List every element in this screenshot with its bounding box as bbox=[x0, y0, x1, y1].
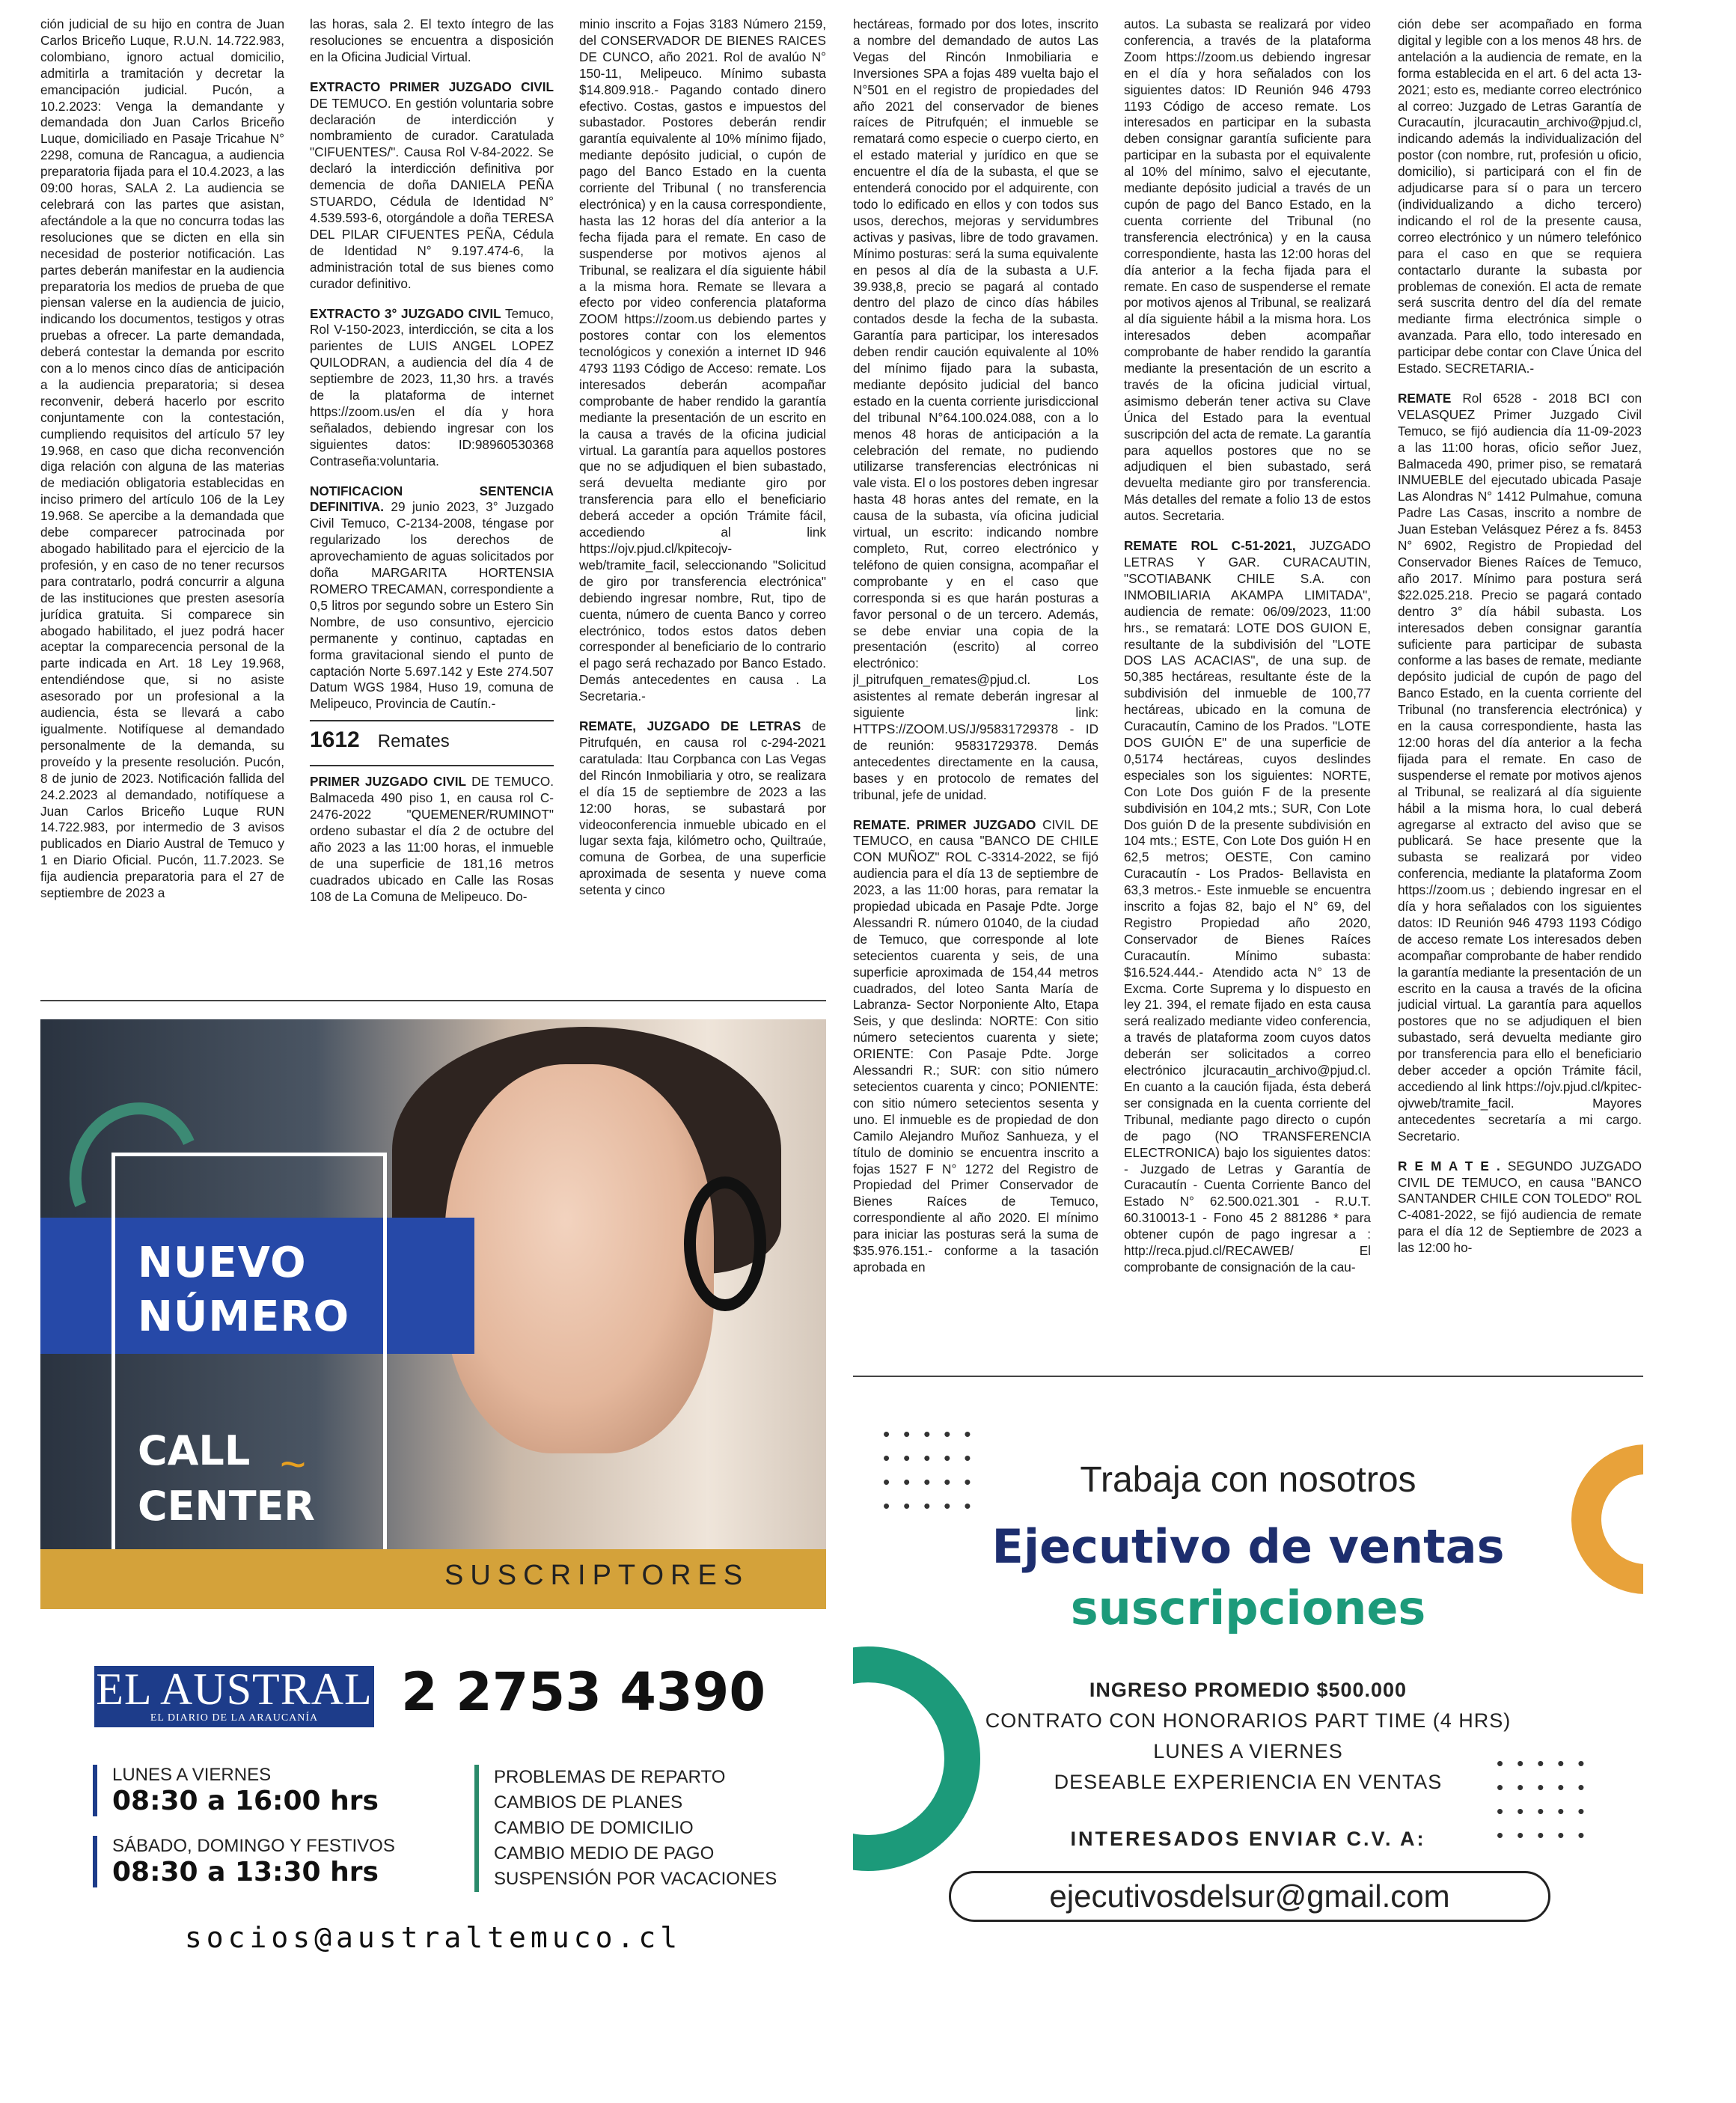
job-detail-experience: DESEABLE EXPERIENCIA EN VENTAS bbox=[1054, 1771, 1443, 1793]
column-6 bbox=[1398, 16, 1642, 1364]
headline bbox=[138, 1236, 349, 1344]
notice-paragraph bbox=[310, 16, 554, 66]
notice-paragraph bbox=[310, 483, 554, 713]
operator-face bbox=[444, 1064, 714, 1453]
logo-text: EL AUSTRAL bbox=[96, 1664, 373, 1714]
notice-heading: REMATE. PRIMER JUZGADO bbox=[853, 817, 1036, 832]
hours-time: 08:30 a 16:00 hrs bbox=[112, 1786, 379, 1816]
logo-tagline: EL DIARIO DE LA ARAUCANÍA bbox=[150, 1712, 319, 1724]
dot-pattern-bottom-right: ••••• ••••• ••••• ••••• bbox=[1497, 1752, 1598, 1846]
notice-heading: REMATE bbox=[1398, 390, 1452, 406]
wave-icon: ~ bbox=[280, 1439, 307, 1489]
job-title: Ejecutivo de ventas bbox=[991, 1519, 1505, 1574]
contact-email[interactable]: socios@australtemuco.cl bbox=[184, 1921, 682, 1954]
call-center-ad bbox=[40, 1019, 826, 1988]
notice-body: las horas, sala 2. El texto íntegro de las resoluciones se encuentra a disposición en la Oficina Judicial Virtual. bbox=[310, 16, 554, 64]
notice-body: 29 junio 2023, 3° Juzgado Civil Temuco, C-2134-2008, téngase por regularizado los derechos de aprovechamiento de aguas solicitados por doña MARGARITA HORTENSIA ROMERO TRECAMAN, correspondiente a 0,5 litros por segundo sobre un Estero Sin Nombre, de uso consuntivo, ejercicio permanente y continuo, captadas en forma gravitacional siendo el punto de captación Norte 5.697.142 y Este 274.507 Datum WGS 1984, Huso 19, comuna de Melipeuco, Provincia de Cautín.- bbox=[310, 499, 554, 712]
section-label: Remates bbox=[377, 731, 450, 752]
job-detail-contract: CONTRATO CON HONORARIOS PART TIME (4 HRS) bbox=[985, 1709, 1512, 1732]
hours-weekdays bbox=[93, 1765, 482, 1816]
notice-heading: EXTRACTO PRIMER JUZGADO CIVIL bbox=[310, 79, 554, 94]
notice-body: minio inscrito a Fojas 3183 Número 2159, del CONSERVADOR DE BIENES RAICES DE CUNCO, año 2021. Rol de avalúo N° 150-11, Melipeuco. Mínimo subasta $14.809.918.- Pagando contado dinero efectivo. Costas, gastos e impuestos del subastador. Postores deberán rendir garantía equivalente al 10% mínimo fijado, mediante depósito judicial, o cupón de pago del Banco Estado en la cuenta corriente del Tribunal ( no transferencia electrónica) y en la causa correspondiente, hasta las 12 horas del día anterior a la fecha fijada para el remate. En caso de suspenderse por motivos ajenos al Tribunal, se realizara el día siguiente hábil a la misma hora. Remate se llevara a efecto por video conferencia plataforma ZOOM https://zoom.us debiendo partes y postores contar con los elementos tecnológicos y conexión a internet ID 946 4793 1193 Código de Acceso: remate. Los interesados deberán acompañar comprobante de haber rendido la garantía mediante la presentación de un escrito en la causa a través de la oficina judicial virtual. La garantía para aquellos postores que no se adjudiquen el bien subastado, será devuelta mediante giro por transferencia para ello el beneficiario deberá acceder a opción Trámite fácil, accediendo al link https://ojv.pjud.cl/kpitecojv- web/tramite_facil, seleccionando "Solicitud de giro por transferencia electrónica" debiendo ingresar nombre, Rut, tipo de cuenta, número de cuenta Banco y correo electrónico, todos estos datos deben corresponder al beneficiario de lo contrario el pago será rechazado por Banco Estado. Demás antecedentes en causa . La Secretaria.- bbox=[579, 16, 826, 704]
notice-body: Rol 6528 - 2018 BCI con VELASQUEZ Primer Juzgado Civil Temuco, se fijó audiencia día 11-09-2023 a las 11:00 horas, oficio señor Juez, Balmaceda 490, primer piso, se rematará INMUEBLE del ejecutado ubicada Pasaje Las Alondras N° 1412 Pulmahue, comuna Padre Las Casas, inscrito a nombre de Juan Esteban Velásquez Pérez a fs. 8453 N° 6902, Registro de Propiedad del Conservador Bienes Raíces de Temuco, año 2017. Mínimo para postura será $22.025.218. Precio se pagará contado dentro 3° día hábil subasta. Los interesados deben consignar garantía suficiente para participar de subasta conforme a las bases de remate, mediante depósito judicial de cupón de pago del Banco Estado, en la cuenta corriente del Tribunal (no transferencia electrónica) y en la causa correspondiente, hasta las 12:00 horas del día anterior a la fecha fijada para el remate. En caso de suspenderse el remate por motivos ajenos al Tribunal, se realizará al día siguiente hábil a la misma hora, lo cual deberá agregarse al extracto del aviso que se publicará. Se hace presente que la subasta se realizará por video conferencia, mediante la plataforma Zoom https://zoom.us ; debiendo ingresar en el día y hora señalados con los siguientes datos: ID Reunión 946 4793 1193 Código de acceso remate Los interesados deben acompañar comprobante de haber rendido la garantía mediante la presentación de un escrito en la causa a través de la oficina judicial virtual. La garantía para aquellos postores que no se adjudiquen el bien subastado, será devuelta mediante giro por transferencia para ello el beneficiario deber acceder a opción Trámite fácil, accediendo al link https://ojv.pjud.cl/kpitec-ojvweb/tramite_facil. Mayores antecedentes secretaría a mi cargo. Secretario. bbox=[1398, 390, 1642, 1144]
job-subtitle: suscripciones bbox=[1070, 1581, 1426, 1635]
issues-list bbox=[474, 1765, 777, 1892]
issue-item: PROBLEMAS DE REPARTO bbox=[494, 1767, 726, 1787]
notice-paragraph bbox=[1398, 16, 1642, 377]
hours-days: SÁBADO, DOMINGO Y FESTIVOS bbox=[112, 1836, 395, 1856]
notice-body: Temuco, Rol V-150-2023, interdicción, se cita a los parientes de LUIS ANGEL LOPEZ QUILODRAN, a audiencia del día 4 de septiembre de 2023, 11,30 hrs. a través de la plataforma de internet https://zoom.us/en el día y hora señalados, debiendo ingresar con los siguientes datos: ID:98960530368 Contraseña:voluntaria. bbox=[310, 305, 554, 468]
job-details bbox=[853, 1675, 1643, 1798]
headline-line-2: NÚMERO bbox=[138, 1292, 350, 1341]
notice-paragraph bbox=[1124, 16, 1371, 525]
el-austral-logo bbox=[94, 1666, 374, 1727]
job-detail-income: INGRESO PROMEDIO $500.000 bbox=[1089, 1679, 1408, 1701]
call-center-line-2: CENTER bbox=[138, 1483, 316, 1530]
cta-text: INTERESADOS ENVIAR C.V. A: bbox=[1070, 1828, 1426, 1850]
column-4 bbox=[853, 16, 1098, 1364]
notice-body: DE TEMUCO. En gestión voluntaria sobre declaración de interdicción y nombramiento de curador. Caratulada "CIFUENTES/". Causa Rol V-84-2022. Se declaró la interdicción definitiva por demencia de doña DANIELA PEÑA STUARDO, Cédula de Identidad N° 4.539.593-6, otorgándole a doña TERESA DEL PILAR CIFUENTES PEÑA, Cédula de Identidad N° 9.197.474-6, la administración total de sus bienes como curador definitivo. bbox=[310, 95, 554, 291]
notice-body: ción debe ser acompañado en forma digital y legible con a los menos 48 hrs. de antelación a la audiencia de remate, en la forma establecida en el art. 6 del acta 13-2021; esto es, mediante correo electrónico al correo: Juzgado de Letras Garantía de Curacautín, jlcuracautin_archivo@pjud.cl, indicando además la individualización del postor (con nombre, rut, profesión u oficio, domicilio), si participará con el fin de adjudicarse para sí o para un tercero (individualizando a dicho tercero) indicando el rol de la presente causa, correo electrónico y un número telefónico para el caso en que se requiera contactarlo durante la subasta por problemas de conexión. El acta de remate será suscrita dentro del día del remate mediante firma electrónica simple o avanzada. Para ello, todo interesado en participar debe contar con Clave Única del Estado. SECRETARIA.- bbox=[1398, 16, 1642, 376]
notice-heading: NOTIFICACION SENTENCIA DEFINITIVA. bbox=[310, 483, 554, 515]
section-rule bbox=[310, 720, 554, 721]
notice-body: CIVIL DE TEMUCO, en causa "BANCO DE CHILE CON MUÑOZ" ROL C-3314-2022, se fijó audiencia para el día 13 de septiembre de 2023, a las 11:00 horas, para rematar la propiedad ubicada en Pasaje Pdte. Jorge Alessandri R. número 01040, de la ciudad de Temuco, que corresponde al lote setecientos cuarenta y seis, de una superficie aproximada de 154,44 metros cuadrados, del loteo Santa María de Labranza- Sector Norponiente Alto, Etapa Seis, y que deslinda: NORTE: Con sitio número setecientos cuarenta y siete; ORIENTE: Con Pasaje Pdte. Jorge Alessandri R.; SUR: con sitio número setecientos cuarenta y cinco; PONIENTE: con sitio número setecientos sesenta y uno. El inmueble es de propiedad de don Camilo Alejandro Muñoz Sanhueza, y el título de dominio se encuentra inscrito a fojas 1527 F N° 1272 del Registro de Propiedad del Primer Conservador de Bienes Raíces de Temuco, correspondiente al año 2020. El mínimo para iniciar las posturas será la suma de $35.976.151.- conforme a la tasación aprobada en bbox=[853, 817, 1098, 1275]
column-2 bbox=[310, 16, 554, 989]
notice-paragraph bbox=[853, 16, 1098, 804]
section-rule bbox=[310, 765, 554, 766]
notice-paragraph bbox=[579, 16, 826, 705]
issue-item: CAMBIO DE DOMICILIO bbox=[494, 1818, 694, 1838]
notice-heading: EXTRACTO 3° JUZGADO CIVIL bbox=[310, 305, 501, 321]
notice-body: hectáreas, formado por dos lotes, inscrito a nombre del demandado de autos Las Vegas del Rincón Inmobiliaria e Inversiones SPA a fojas 489 vuelta bajo el N°501 en el registro de propiedades del año 2021 del conservador de bienes raíces de Pitrufquén; el inmueble se rematará como especie o cuerpo cierto, en el estado material y jurídico en que se encuentre el día de la subasta, el que se entenderá conocido por el adquirente, con todo lo edificado en ellos y con todos sus usos, derechos, mejoras y servidumbres activas y pasivas, libre de todo gravamen. Mínimo posturas: será la suma equivalente en pesos al día de la subasta a U.F. 39.938,8, precio se pagará al contado dentro del plazo de cinco días hábiles contados desde la fecha de la subasta. Garantía para participar, los interesados deben rendir caución equivalente al 10% del mínimo fijado para la subasta, mediante depósito judicial del banco estado en la cuenta corriente jurisdiccional del tribunal N°64.100.024.088, con a lo menos 48 horas de anticipación a la celebración del remate, no pudiendo utilizarse transferencias electrónicas ni vale vista. El o los postores deben ingresar hasta 48 horas antes del remate, en la causa de la subasta, vía oficina judicial virtual, un escrito: indicando nombre completo, Rut, correo electrónico y teléfono de quien consigna, acompañar el comprobante y en el caso que corresponda si es que harán posturas a favor personal o de un tercero. Además, se debe enviar una copia de la presentación (escrito) al correo electrónico: jl_pitrufquen_remates@pjud.cl. Los asistentes al remate deberán ingresar al siguiente link: HTTPS://ZOOM.US/J/95831729378 - ID de reunión: 95831729378. Demás antecedentes directamente en la causa, bases y en protocolo de remates del tribunal, jefe de unidad. bbox=[853, 16, 1098, 802]
notice-heading: PRIMER JUZGADO CIVIL bbox=[310, 774, 466, 790]
notice-body: de Pitrufquén, en causa rol c-294-2021 caratulada: Itau Corpbanca con Las Vegas del Rincón Inmobiliaria y otro, se realizara el día 15 de septiembre de 2023 a las 12:00 horas, se subastará por videoconferencia inmueble ubicado en el lugar sexta faja, kilómetro ocho, Quiltraúe, comuna de Gorbea, de una superficie aproximada de sesenta y nueve coma setenta y cinco bbox=[579, 718, 826, 898]
section-tag bbox=[310, 727, 554, 753]
white-frame bbox=[111, 1153, 387, 1609]
section-number: 1612 bbox=[310, 727, 360, 753]
opening-hours bbox=[93, 1765, 482, 1907]
headline-line-1: NUEVO bbox=[138, 1239, 307, 1287]
notice-body: DE TEMUCO. Balmaceda 490 piso 1, en causa rol C-2476-2022 "QUEMENER/RUMINOT" ordeno subastar el día 2 de octubre del año 2023 a las 11:00 horas, el inmueble de una superficie de 181,16 metros cuadrados ubicado en Calle las Rosas 108 de La Comuna de Melipeuco. Do- bbox=[310, 774, 554, 904]
notice-paragraph bbox=[579, 718, 826, 899]
notice-body: ción judicial de su hijo en contra de Juan Carlos Briceño Luque, R.U.N. 14.722.983, colombiano, ignoro actual domicilio, admitirla a tramitación y decretar la emancipación judicial. Pucón, a 10.2.2023: Venga la demandante y demandada don Juan Carlos Briceño Luque, domiciliado en Pasaje Tricahue N° 2298, comuna de Rancagua, a audiencia preparatoria fijada para el 10.4.2023, a las 09:00 horas, SALA 2. La audiencia se celebrará con las partes que asistan, afectándole a la que no concurra todas las resoluciones que se dicten en ella sin necesidad de posterior notificación. Las partes deberán manifestar en la audiencia preparatoria los medios de prueba de que piensan valerse en la audiencia de juicio, indicando los documentos, testigos y otras pruebas a ofrecer. La parte demandada, deberá contestar la demanda por escrito con a lo menos cinco días de anticipación a la audiencia preparatoria; si desea reconvenir, deberá hacerlo por escrito conjuntamente con la contestación, cumpliendo requisitos del artículo 57 ley 19.968, en caso que dicha reconvención diga relación con alguna de las materias de mediación obligatoria establecidas en inciso primero del artículo 106 de la Ley 19.968. Se apercibe a la demandada que debe comparecer patrocinada por abogado habilitado para el ejercicio de la profesión, y en caso de no tener recursos para contratarlo, podrá concurrir a alguna de las instituciones que presten asesoría jurídica gratuita. Si comparece sin abogado habilitado, el juez podrá hacer aceptar la comparecencia personal de la parte indicada en Art. 18 Ley 19.968, entendiéndose que, si no asiste asesorado por un profesional a la audiencia, ésta se llevará a cabo igualmente. Notifíquese al demandado personalmente de la demanda, su proveído y la presente resolución. Pucón, 8 de junio de 2023. Notificación fallida del 24.2.2023 al demandado, notifíquese a Juan Carlos Briceño Luque RUN 14.722.983, por intermedio de 3 avisos publicados en Diario Austral de Temuco y 1 en Diario Oficial. Pucón, 11.7.2023. Se fija audiencia preparatoria para el 27 de septiembre de 2023 a bbox=[40, 16, 284, 901]
notice-paragraph bbox=[40, 16, 284, 902]
hours-weekend bbox=[93, 1836, 482, 1887]
job-detail-days: LUNES A VIERNES bbox=[1153, 1740, 1343, 1762]
notice-paragraph bbox=[310, 79, 554, 293]
hours-days: LUNES A VIERNES bbox=[112, 1765, 272, 1785]
section-divider bbox=[40, 1000, 826, 1001]
notice-paragraph bbox=[853, 817, 1098, 1276]
notice-paragraph bbox=[1398, 1159, 1642, 1257]
section-divider-right bbox=[853, 1376, 1643, 1377]
column-5 bbox=[1124, 16, 1371, 1364]
notice-heading: REMATE ROL C-51-2021, bbox=[1124, 538, 1296, 554]
job-email[interactable]: ejecutivosdelsur@gmail.com bbox=[949, 1871, 1550, 1922]
phone-number[interactable]: 2 2753 4390 bbox=[401, 1661, 766, 1723]
hours-time: 08:30 a 13:30 hrs bbox=[112, 1857, 379, 1887]
headset-icon bbox=[684, 1176, 766, 1311]
notice-heading: REMATE, JUZGADO DE LETRAS bbox=[579, 718, 801, 734]
column-3 bbox=[579, 16, 826, 989]
notice-paragraph bbox=[1398, 391, 1642, 1145]
issue-item: SUSPENSIÓN POR VACACIONES bbox=[494, 1869, 777, 1889]
intro-text: Trabaja con nosotros bbox=[1080, 1460, 1416, 1500]
issue-item: CAMBIO MEDIO DE PAGO bbox=[494, 1843, 715, 1864]
column-1 bbox=[40, 16, 284, 989]
notice-body: JUZGADO LETRAS Y GAR. CURACAUTIN, "SCOTIABANK CHILE S.A. con INMOBILIARIA AKAMPA LIMITADA", audiencia de remate: 06/09/2023, 11:00 hrs., se rematará: LOTE DOS GUION E, resultante de la subdivisión del "LOTE DOS LAS ACACIAS", de una sup. de 50,385 hectáreas, resultante éste de la subdivisión del inmueble de 100,77 hectáreas, ubicado en la comuna de Curacautín, Camino de los Prados. "LOTE DOS GUIÓN E" de una superficie de 0,5174 hectáreas, cuyos deslindes especiales son los siguientes: NORTE, Con Lote Dos guión F de la presente subdivisión en 104,2 mts.; SUR, Con Lote Dos guión D de la presente subdivisión en 104 mts.; ESTE, Con Lote Dos guión H en 62,5 metros; OESTE, Con camino Curacautín - Los Prados- Bellavista en 63,3 metros.- Este inmueble se encuentra inscrito a fojas 82, bajo el N° 69, del Registro Propiedad año 2020, Conservador de Bienes Raíces Curacautín. Mínimo subasta: $16.524.444.- Atendido acta N° 13 de Excma. Corte Suprema y lo dispuesto en ley 21. 394, el remate fijado en esta causa será realizado mediante video conferencia, a través de plataforma zoom cuyos datos deberán ser solicitados a correo electrónico jlcuracautin_archivo@pjud.cl. En cuanto a la caución fijada, ésta deberá ser consignada en la cuenta corriente del Tribunal, mediante pago directo o cupón de pago (NO TRANSFERENCIA ELECTRONICA) bajo los siguientes datos: - Juzgado de Letras y Garantía de Curacautín - Cuenta Corriente Banco del Estado N° 62.500.021.301 - R.U.T. 60.310013-1 - Fono 45 2 881286 * para obtener cupón de pago ingresar a : http://reca.pjud.cl/RECAWEB/ El comprobante de consignación de la cau- bbox=[1124, 538, 1371, 1275]
dot-pattern-top-left: ••••• ••••• ••••• ••••• bbox=[883, 1423, 985, 1517]
notice-paragraph bbox=[1124, 538, 1371, 1276]
notice-body: autos. La subasta se realizará por video conferencia, a través de la plataforma Zoom https://zoom.us debiendo ingresar en el día y hora señalados con los siguientes datos: ID Reunión 946 4793 1193 Código de acceso remate. Los interesados en participar en la subasta deben consignar garantía suficiente para participar en la subasta por el equivalente al 10% del mínimo, salvo el ejecutante, mediante depósito judicial a través de un cupón de pago del Banco Estado, en la cuenta corriente del Tribunal (no transferencia electrónica) y en la causa correspondiente, hasta las 12:00 horas del día anterior a la fecha fijada para el remate. En caso de suspenderse el remate por motivos ajenos al Tribunal, se realizará al día siguiente hábil a la misma hora. Los interesados deben acompañar comprobante de haber rendido la garantía mediante la presentación de un escrito a través de la oficina judicial virtual, asimismo deberán tener activa su Clave Única del Estado para la eventual suscripción del acta de remate. La garantía para aquellos postores que no se adjudiquen el bien subastado, será devuelta mediante giro por transferencia. Más detalles del remate a folio 13 de estos autos. Secretaria. bbox=[1124, 16, 1371, 524]
issue-item: CAMBIOS DE PLANES bbox=[494, 1792, 683, 1813]
notice-heading: R E M A T E . bbox=[1398, 1158, 1500, 1173]
call-center-line-1: CALL bbox=[138, 1427, 251, 1474]
notice-paragraph bbox=[310, 774, 554, 905]
notice-body: SEGUNDO JUZGADO CIVIL DE TEMUCO, en causa "BANCO SANTANDER CHILE CON TOLEDO" ROL C-4081-2022, se fijó audiencia de remate para el día 12 de Septiembre de 2023 a las 12:00 ho- bbox=[1398, 1158, 1642, 1256]
subscribers-label: SUSCRIPTORES bbox=[444, 1560, 750, 1591]
notice-paragraph bbox=[310, 306, 554, 470]
job-offer-ad bbox=[853, 1392, 1643, 1946]
